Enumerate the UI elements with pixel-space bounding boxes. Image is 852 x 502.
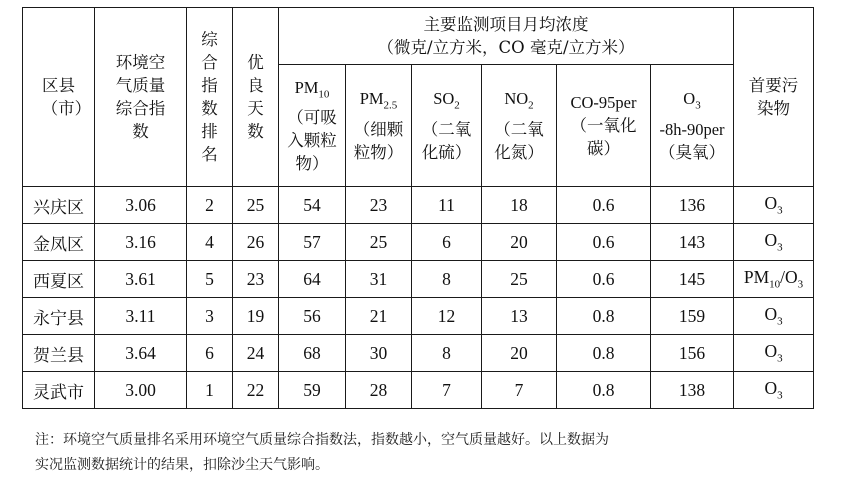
cell-rank: 4	[187, 224, 233, 261]
cell-primary	[734, 335, 814, 372]
cell-pm10: 56	[279, 298, 346, 335]
cell-district: 贺兰县	[23, 335, 95, 372]
cell-primary	[734, 224, 814, 261]
header-group-monitoring	[279, 8, 734, 65]
header-o3-desc: （臭氧）	[659, 142, 725, 162]
cell-district: 永宁县	[23, 298, 95, 335]
cell-primary-value: $O_3$	[764, 230, 783, 254]
cell-district: 金凤区	[23, 224, 95, 261]
header-pm10-desc: （可吸入颗粒物）	[287, 108, 337, 174]
cell-o3: 138	[651, 372, 734, 409]
cell-pm10: 57	[279, 224, 346, 261]
cell-co: 0.8	[557, 298, 651, 335]
header-no2-base: NO	[504, 89, 529, 109]
header-district-label: 区县（市）	[41, 76, 92, 118]
header-pm10-sub: 10	[318, 88, 330, 101]
header-index	[95, 8, 187, 187]
cell-pm10: 59	[279, 372, 346, 409]
header-pm25	[346, 65, 412, 187]
cell-district: 兴庆区	[23, 187, 95, 224]
header-index-label: 环境空气质量综合指数	[115, 53, 166, 141]
cell-o3: 145	[651, 261, 734, 298]
cell-rank: 6	[187, 335, 233, 372]
cell-so2: 12	[412, 298, 482, 335]
cell-primary-value: $PM_{10}/O_3$	[743, 267, 804, 291]
cell-pm25: 21	[346, 298, 412, 335]
table-body	[23, 187, 814, 409]
cell-primary-value: $O_3$	[764, 378, 783, 402]
cell-good-days: 25	[233, 187, 279, 224]
header-district	[23, 8, 95, 187]
cell-no2: 13	[482, 298, 557, 335]
cell-primary	[734, 187, 814, 224]
cell-primary	[734, 261, 814, 298]
header-pm25-desc: （细颗粒物）	[353, 119, 404, 162]
header-co-desc: （一氧化碳）	[570, 116, 637, 158]
table-row	[23, 224, 814, 261]
header-so2-sub: 2	[454, 99, 460, 112]
cell-co: 0.6	[557, 187, 651, 224]
cell-rank: 2	[187, 187, 233, 224]
cell-index: 3.00	[95, 372, 187, 409]
cell-co: 0.6	[557, 261, 651, 298]
cell-primary	[734, 298, 814, 335]
cell-index: 3.64	[95, 335, 187, 372]
footnote-line-2: 实况监测数据统计的结果，扣除沙尘天气影响。	[35, 457, 329, 473]
cell-o3: 156	[651, 335, 734, 372]
table-row	[23, 298, 814, 335]
header-pm25-sub: 2.5	[383, 99, 398, 112]
air-quality-table	[22, 7, 814, 409]
cell-pm10: 64	[279, 261, 346, 298]
cell-so2: 11	[412, 187, 482, 224]
cell-co: 0.6	[557, 224, 651, 261]
header-o3-tail: -8h-90per	[659, 119, 725, 139]
cell-so2: 7	[412, 372, 482, 409]
cell-rank: 1	[187, 372, 233, 409]
cell-o3: 136	[651, 187, 734, 224]
header-so2-base: SO	[433, 89, 455, 109]
cell-rank: 3	[187, 298, 233, 335]
header-no2-sub: 2	[528, 99, 534, 112]
cell-good-days: 22	[233, 372, 279, 409]
header-primary-label: 首要污染物	[748, 76, 799, 118]
cell-good-days: 26	[233, 224, 279, 261]
header-so2-desc: （二氧化硫）	[421, 119, 472, 162]
header-o3-base: O	[683, 89, 696, 109]
group-header-title: 主要监测项目月均浓度	[423, 15, 589, 34]
cell-pm10: 68	[279, 335, 346, 372]
cell-o3: 143	[651, 224, 734, 261]
header-o3-sub: 3	[695, 99, 701, 112]
cell-primary-value: $O_3$	[764, 304, 783, 328]
cell-good-days: 24	[233, 335, 279, 372]
cell-co: 0.8	[557, 335, 651, 372]
cell-district: 西夏区	[23, 261, 95, 298]
cell-so2: 8	[412, 261, 482, 298]
header-pm10-base: PM	[294, 77, 319, 97]
cell-pm25: 28	[346, 372, 412, 409]
cell-no2: 20	[482, 224, 557, 261]
group-header-unit: （微克/立方米，CO 毫克/立方米）	[377, 38, 635, 57]
cell-co: 0.8	[557, 372, 651, 409]
cell-pm10: 54	[279, 187, 346, 224]
footnote-line-1: 注：环境空气质量排名采用环境空气质量综合指数法，指数越小，空气质量越好。以上数据为	[35, 432, 609, 448]
cell-no2: 7	[482, 372, 557, 409]
header-good-days	[233, 8, 279, 187]
header-primary-pollutant	[734, 8, 814, 187]
header-no2	[482, 65, 557, 187]
cell-pm25: 30	[346, 335, 412, 372]
cell-primary-value: $O_3$	[764, 193, 783, 217]
cell-district: 灵武市	[23, 372, 95, 409]
header-co	[557, 65, 651, 187]
cell-rank: 5	[187, 261, 233, 298]
cell-good-days: 23	[233, 261, 279, 298]
header-co-base: CO-95per	[570, 93, 637, 112]
header-rank-label: 综合指数排名	[201, 30, 218, 164]
cell-index: 3.06	[95, 187, 187, 224]
header-pm10	[279, 65, 346, 187]
cell-so2: 8	[412, 335, 482, 372]
cell-pm25: 23	[346, 187, 412, 224]
cell-pm25: 31	[346, 261, 412, 298]
header-rank	[187, 8, 233, 187]
cell-good-days: 19	[233, 298, 279, 335]
table-row	[23, 261, 814, 298]
cell-primary-value: $O_3$	[764, 341, 783, 365]
cell-no2: 20	[482, 335, 557, 372]
header-o3	[651, 65, 734, 187]
cell-pm25: 25	[346, 224, 412, 261]
header-pm25-base: PM	[359, 89, 384, 109]
cell-primary	[734, 372, 814, 409]
table-row	[23, 187, 814, 224]
header-no2-desc: （二氧化氮）	[494, 119, 544, 162]
cell-so2: 6	[412, 224, 482, 261]
cell-index: 3.61	[95, 261, 187, 298]
table-footnote	[35, 428, 795, 478]
header-good-days-label: 优良天数	[247, 53, 264, 141]
header-so2	[412, 65, 482, 187]
cell-no2: 25	[482, 261, 557, 298]
cell-no2: 18	[482, 187, 557, 224]
cell-index: 3.11	[95, 298, 187, 335]
cell-index: 3.16	[95, 224, 187, 261]
table-row	[23, 335, 814, 372]
table-row	[23, 372, 814, 409]
cell-o3: 159	[651, 298, 734, 335]
